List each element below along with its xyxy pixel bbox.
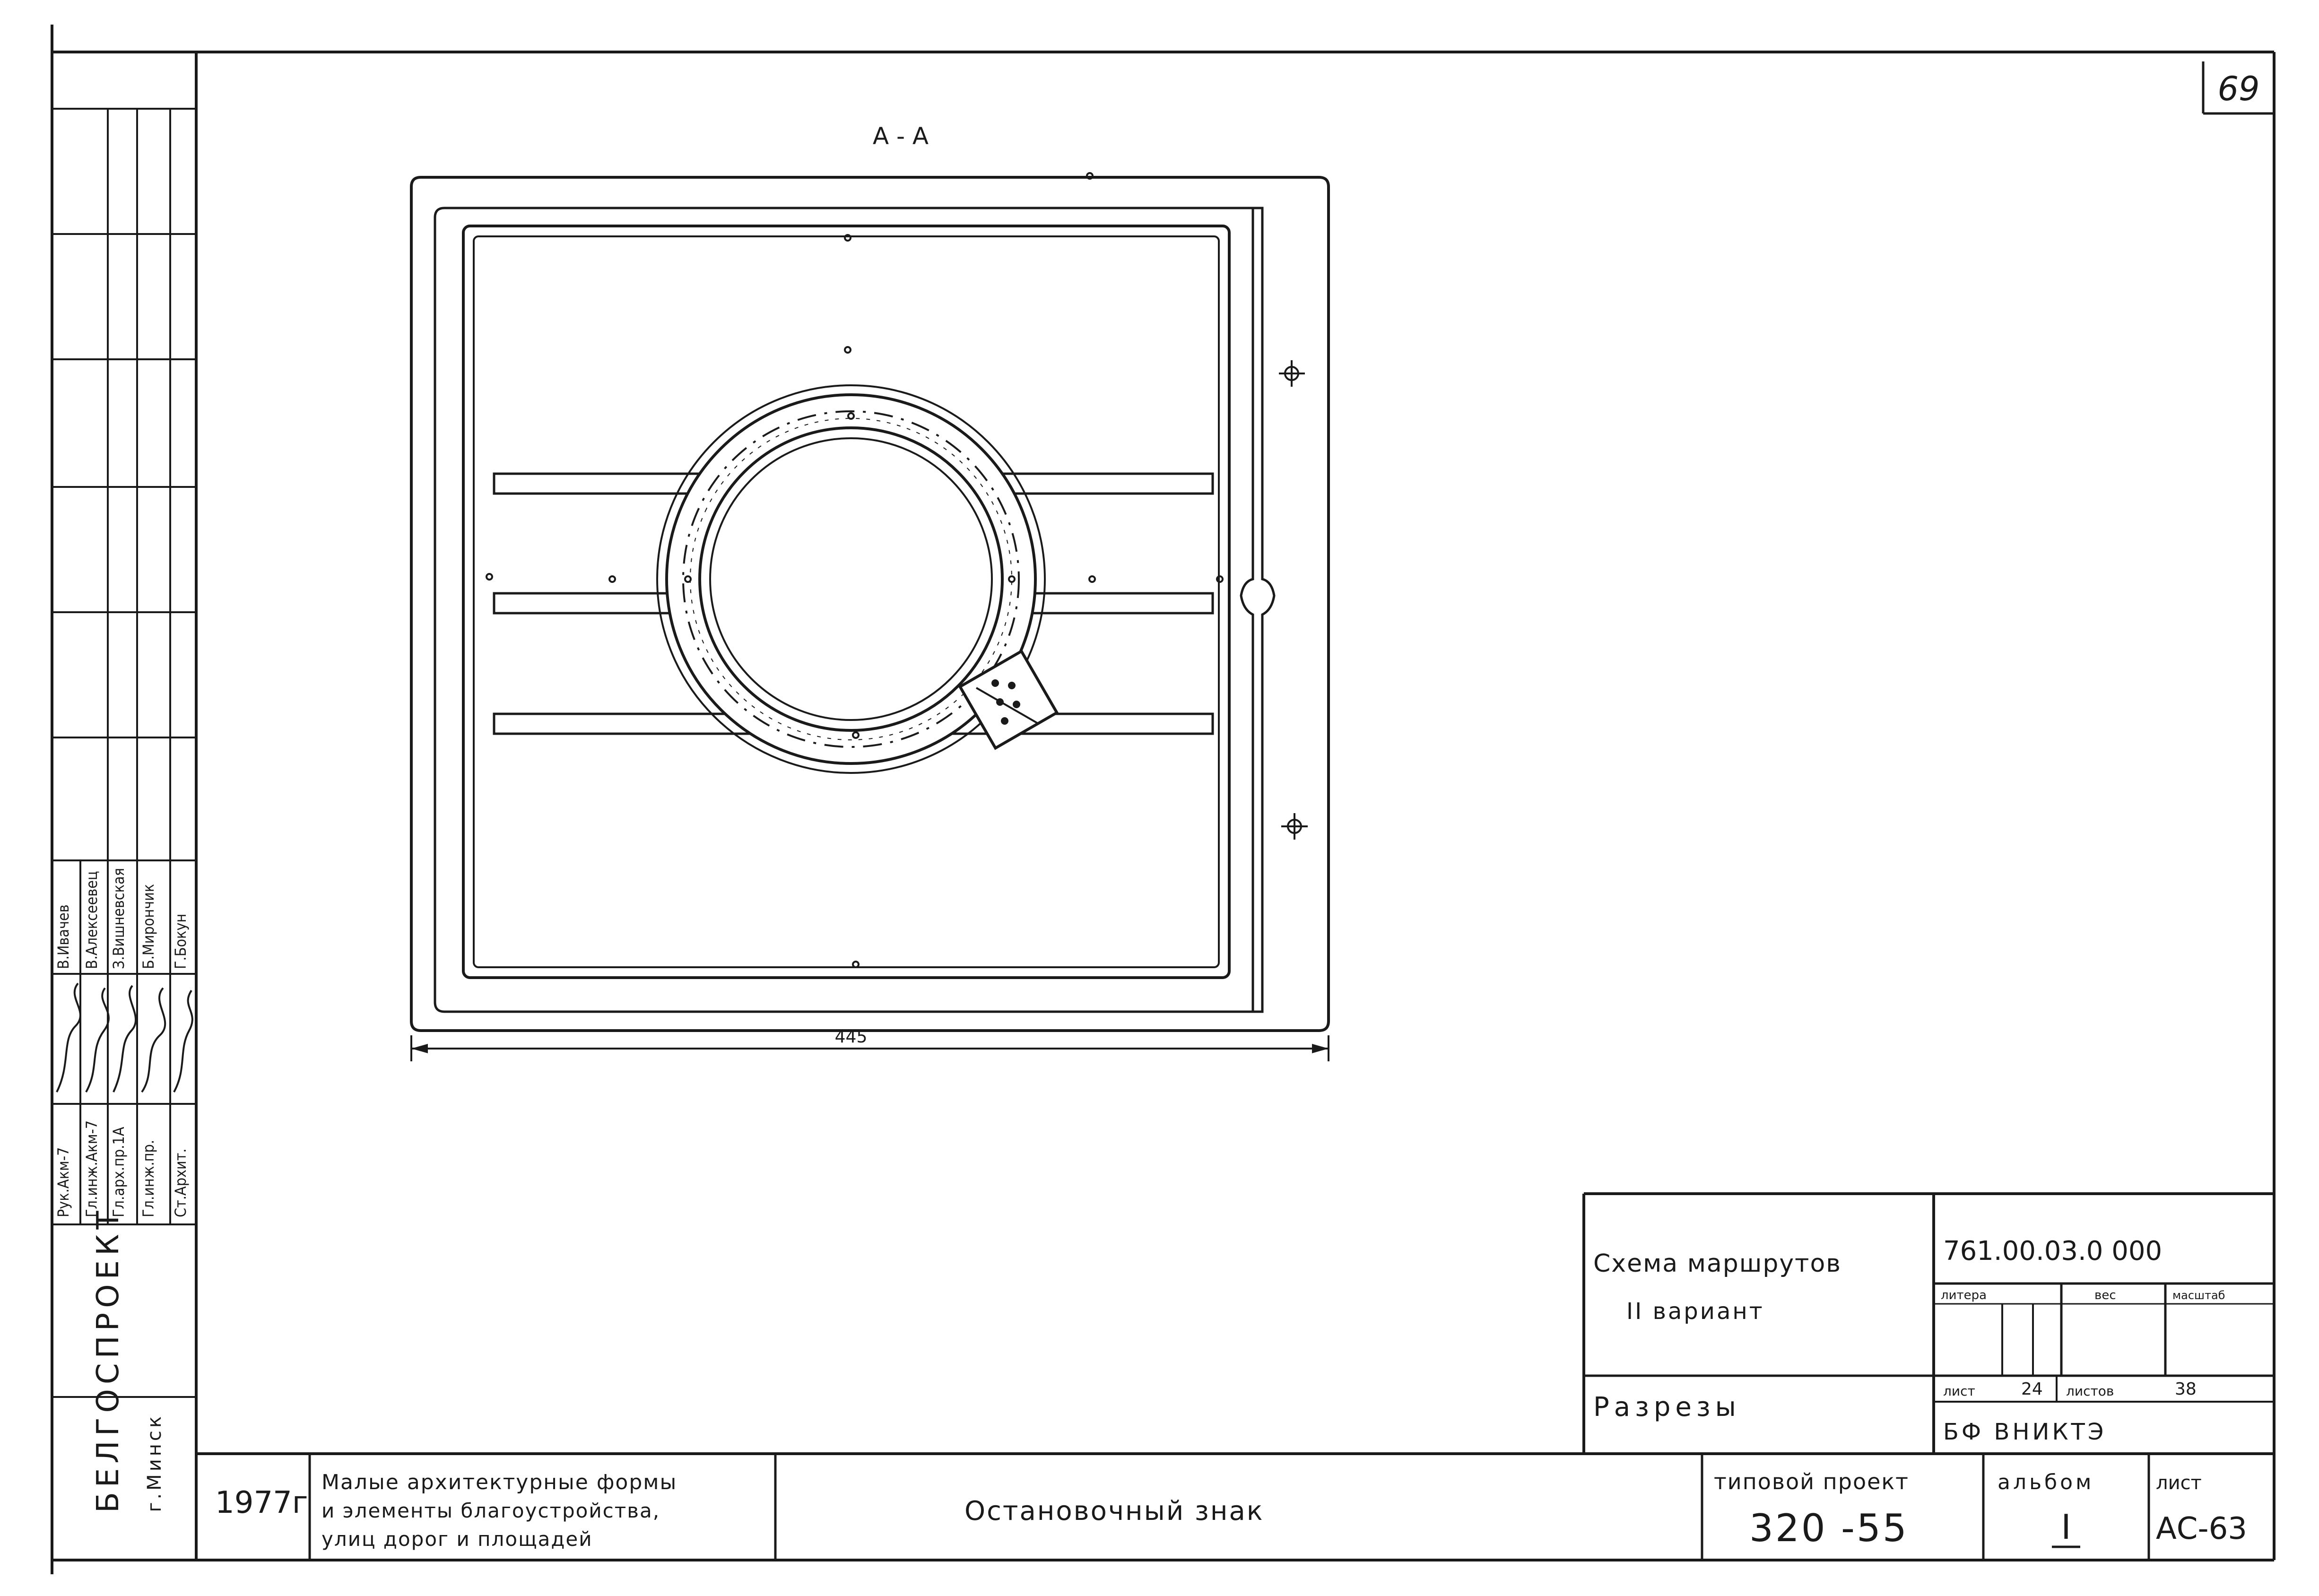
sheet-label: лист [2156,1472,2202,1494]
name-4 [139,884,157,969]
project-number: 320 -55 [1749,1506,1909,1550]
series-line-3: улиц дорог и площадей [321,1527,593,1551]
role-4 [139,1140,157,1217]
org-city [144,1414,165,1512]
album-value: I [2061,1507,2071,1547]
name-2 [83,871,101,969]
svg-text:З.Вишневская: З.Вишневская [110,867,128,969]
project-label: типовой проект [1714,1469,1909,1494]
series-line-1: Малые архитектурные формы [321,1470,677,1494]
org-code: БФ ВНИКТЭ [1943,1419,2107,1445]
svg-text:В.Ивачев: В.Ивачев [54,904,72,969]
plate-edge-strip [1253,208,1274,1012]
svg-text:Гл.инж.Акм-7: Гл.инж.Акм-7 [83,1120,101,1217]
crosshair-mark-bottom [1281,813,1308,840]
doc-code: 761.00.03.0 000 [1943,1236,2163,1266]
list-label: лист [1943,1383,1975,1399]
sheet-number-box [2203,61,2274,113]
svg-text:Ст.Архит.: Ст.Архит. [172,1148,190,1217]
section-view [411,122,1329,1061]
name-3 [110,868,128,969]
svg-text:Гл.инж.пр.: Гл.инж.пр. [139,1140,157,1217]
svg-text:Г.Бокун: Г.Бокун [172,913,190,969]
year: 1977г [215,1485,308,1520]
role-1 [54,1147,72,1217]
listov-label: листов [2066,1383,2114,1399]
object-name: Остановочный знак [964,1496,1264,1527]
series-line-2: и элементы благоустройства, [321,1499,660,1522]
ring-sign [637,365,1065,793]
name-5 [172,914,190,969]
section-title: Разрезы [1593,1392,1741,1423]
role-5 [172,1148,190,1217]
col-litera: литера [1941,1288,1987,1302]
title-block [1584,1194,2274,1454]
role-2 [83,1120,101,1217]
col-ves: вес [2094,1288,2116,1302]
section-label: А - А [872,122,929,150]
svg-text:Гл.арх.пр.1А: Гл.арх.пр.1А [110,1127,128,1217]
listov-value: 38 [2175,1379,2197,1399]
width-dimension [411,1027,1329,1061]
name-1 [54,904,72,969]
scheme-variant: II вариант [1626,1298,1764,1325]
left-stamp [52,109,196,1513]
svg-text:В.Алексеевец: В.Алексеевец [83,871,101,969]
album-label: альбом [1998,1470,2094,1494]
crosshair-mark-top [1279,360,1305,387]
role-3 [110,1127,128,1217]
svg-text:БЕЛГОСПРОЕКТ: БЕЛГОСПРОЕКТ [91,1206,126,1513]
sheet-number: 69 [2217,69,2260,108]
dimension-label: 445 [834,1027,868,1047]
org-name [91,1206,126,1513]
svg-text:Б.Мирончик: Б.Мирончик [139,884,157,969]
list-value: 24 [2021,1379,2043,1399]
scheme-title: Схема маршрутов [1593,1249,1841,1278]
svg-text:г.Минск: г.Минск [144,1414,165,1512]
col-masshtab: масштаб [2172,1289,2225,1302]
signatures [57,983,192,1092]
bottom-strip [196,1454,2274,1560]
svg-text:Рук.Акм-7: Рук.Акм-7 [54,1147,72,1217]
sheet-code: АС-63 [2156,1511,2247,1546]
